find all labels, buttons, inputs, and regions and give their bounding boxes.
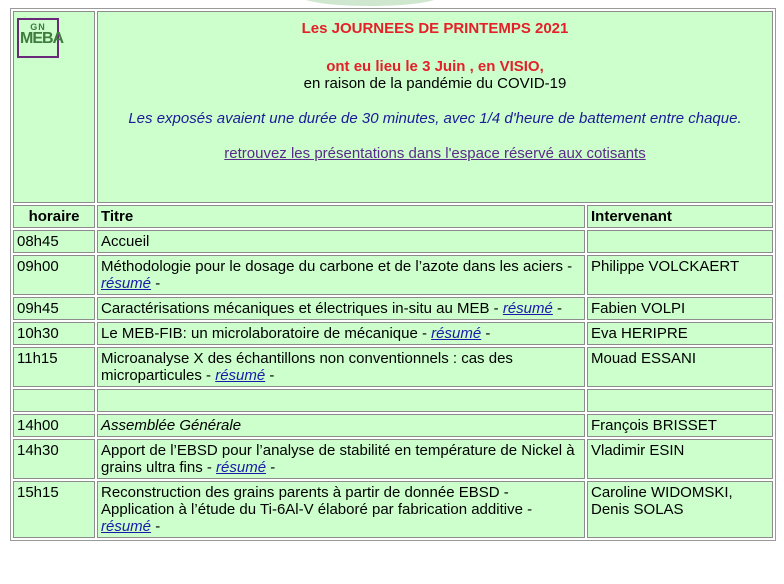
resume-link[interactable]: résumé <box>502 300 553 317</box>
row-speaker: Eva HERIPRE <box>587 322 773 345</box>
row-time: 09h45 <box>13 297 95 320</box>
resume-link[interactable]: résumé <box>101 518 152 535</box>
row-title: Reconstruction des grains parents à partir de donnée EBSD - Application à l’étude du Ti-6Al-V élaboré par fabrication additive - <box>101 484 533 518</box>
logo-cell <box>13 11 95 203</box>
resume-link[interactable]: résumé <box>431 325 482 342</box>
column-header-title: Titre <box>97 205 585 228</box>
row-title: Accueil <box>97 230 585 253</box>
logo-top-text: GN <box>30 22 46 32</box>
event-reason-text: en raison de la pandémie du COVID-19 <box>303 75 567 92</box>
table-row <box>13 439 773 479</box>
row-time: 11h15 <box>13 347 95 387</box>
row-title-cell <box>97 322 585 345</box>
row-speaker: Mouad ESSANI <box>587 347 773 387</box>
column-header-row <box>13 205 773 228</box>
row-title: Microanalyse X des échantillons non conventionnels : cas des microparticules - <box>101 350 513 384</box>
row-title-cell <box>97 481 585 538</box>
row-speaker: Caroline WIDOMSKI, <box>591 484 733 501</box>
row-speaker: Philippe VOLCKAERT <box>587 255 773 295</box>
table-row <box>13 414 773 437</box>
table-row <box>13 297 773 320</box>
dash-text: - <box>155 518 161 535</box>
row-speaker: François BRISSET <box>587 414 773 437</box>
program-table <box>10 8 776 541</box>
row-title-cell <box>97 255 585 295</box>
empty-cell <box>97 389 585 412</box>
table-row <box>13 255 773 295</box>
duration-note: Les exposés avaient une durée de 30 minutes, avec 1/4 d'heure de battement entre chaque. <box>128 110 742 127</box>
table-row <box>13 230 773 253</box>
row-time: 14h30 <box>13 439 95 479</box>
row-time: 15h15 <box>13 481 95 538</box>
dash-text: - <box>155 275 161 292</box>
gn-meba-logo-icon <box>17 18 64 58</box>
empty-cell <box>13 389 95 412</box>
dash-text: - <box>485 325 491 342</box>
row-speaker: Vladimir ESIN <box>587 439 773 479</box>
row-time: 08h45 <box>13 230 95 253</box>
row-time: 10h30 <box>13 322 95 345</box>
table-row <box>13 322 773 345</box>
row-title-cell <box>97 347 585 387</box>
empty-row <box>13 389 773 412</box>
column-header-speaker: Intervenant <box>587 205 773 228</box>
header-cell <box>97 11 773 203</box>
row-title: Méthodologie pour le dosage du carbone et de l’azote dans les aciers - <box>101 258 573 275</box>
row-title-cell <box>97 439 585 479</box>
resume-link[interactable]: résumé <box>101 275 152 292</box>
row-speaker-2: Denis SOLAS <box>591 501 684 518</box>
row-time: 14h00 <box>13 414 95 437</box>
row-speaker: Fabien VOLPI <box>587 297 773 320</box>
column-header-time: horaire <box>13 205 95 228</box>
event-date-text: ont eu lieu le 3 Juin , en VISIO, <box>326 58 544 75</box>
table-row <box>13 481 773 538</box>
resume-link[interactable]: résumé <box>216 459 267 476</box>
logo-bottom-text: MEBA <box>20 30 64 47</box>
row-title: Caractérisations mécaniques et électriques in-situ au MEB - <box>101 300 503 317</box>
dash-text: - <box>269 367 275 384</box>
table-row <box>13 347 773 387</box>
row-speaker-cell <box>587 481 773 538</box>
dash-text: - <box>557 300 563 317</box>
page-title: Les JOURNEES DE PRINTEMPS 2021 <box>301 20 569 37</box>
presentations-link[interactable]: retrouvez les présentations dans l'espace réservé aux cotisants <box>224 145 646 162</box>
row-time: 09h00 <box>13 255 95 295</box>
row-title: Le MEB-FIB: un microlaboratoire de mécanique - <box>101 325 432 342</box>
row-speaker <box>587 230 773 253</box>
row-title-cell <box>97 297 585 320</box>
dash-text: - <box>270 459 276 476</box>
resume-link[interactable]: résumé <box>215 367 266 384</box>
empty-cell <box>587 389 773 412</box>
header-row <box>13 11 773 203</box>
row-title: Apport de l’EBSD pour l’analyse de stabilité en température de Nickel à grains ultra fins - <box>101 442 575 476</box>
decorative-arc <box>300 0 440 6</box>
row-title: Assemblée Générale <box>97 414 585 437</box>
